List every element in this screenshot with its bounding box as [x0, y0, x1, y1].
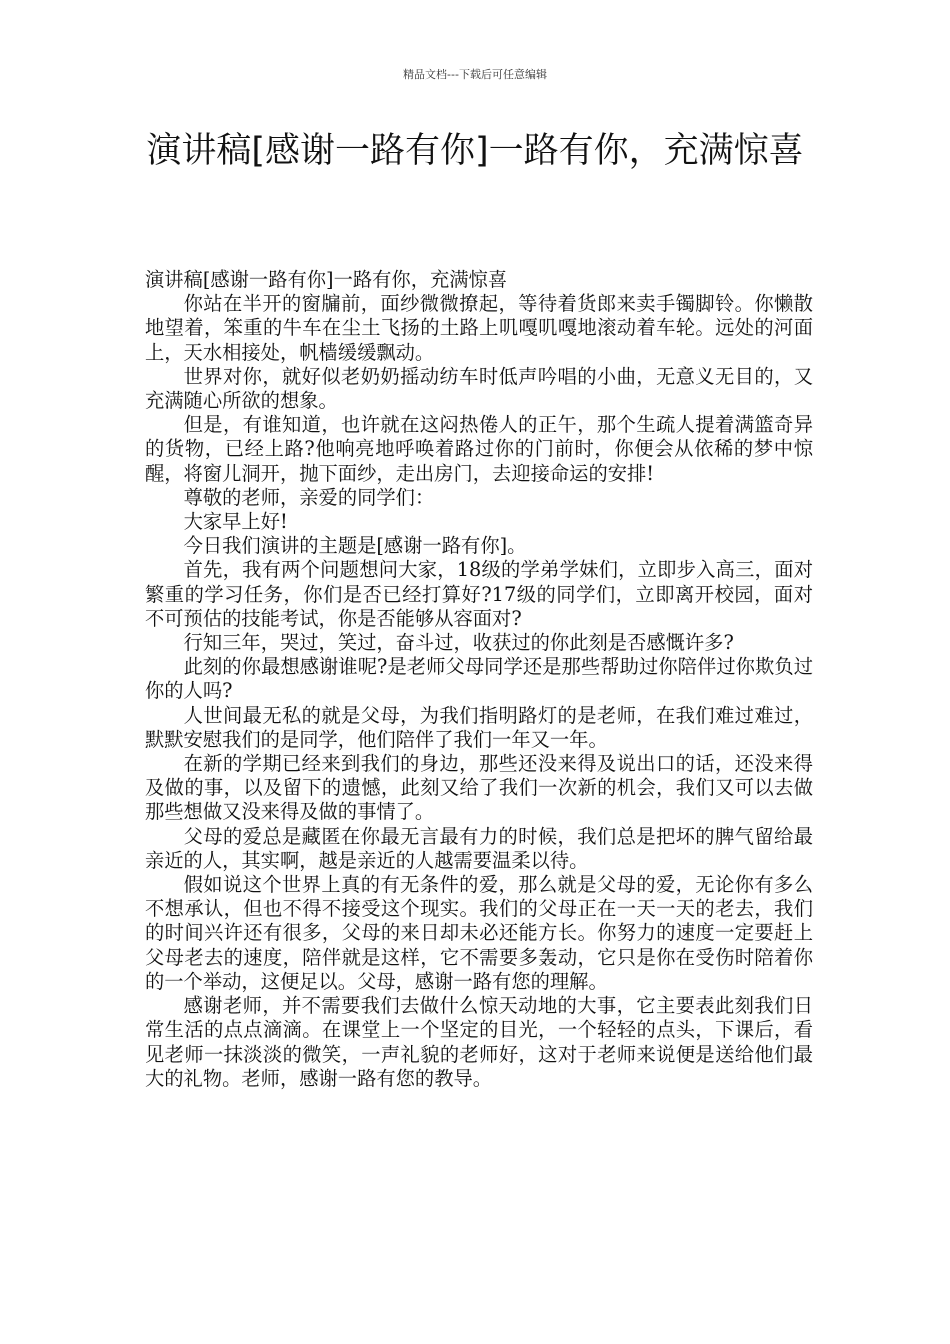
document-title: 演讲稿[感谢一路有你]一路有你，充满惊喜: [146, 131, 804, 171]
paragraph: 父母的爱总是藏匿在你最无言最有力的时候，我们总是把坏的脾气留给最亲近的人，其实啊，越是亲近的人越需要温柔以待。: [145, 824, 813, 872]
paragraph: 感谢老师，并不需要我们去做什么惊天动地的大事，它主要表此刻我们日常生活的点点滴滴。在课堂上一个坚定的目光，一个轻轻的点头，下课后，看见老师一抹淡淡的微笑，一声礼貌的老师好，这对于老师来说便是送给他们最大的礼物。老师，感谢一路有您的教导。: [145, 994, 813, 1090]
paragraph: 今日我们演讲的主题是[感谢一路有你]。: [183, 534, 527, 558]
paragraph: 首先，我有两个问题想问大家，18级的学弟学妹们，立即步入高三，面对繁重的学习任务，你们是否已经打算好?17级的同学们，立即离开校园，面对不可预估的技能考试，你是否能够从容面对?: [145, 558, 813, 630]
paragraph: 人世间最无私的就是父母，为我们指明路灯的是老师，在我们难过难过，默默安慰我们的是同学，他们陪伴了我们一年又一年。: [145, 703, 813, 751]
page-header-note: 精品文档---下载后可任意编辑: [403, 68, 547, 81]
paragraph: 在新的学期已经来到我们的身边，那些还没来得及说出口的话，还没来得及做的事，以及留下的遗憾，此刻又给了我们一次新的机会，我们又可以去做那些想做又没来得及做的事情了。: [145, 752, 813, 824]
document-body: [145, 268, 813, 1091]
paragraph-salutation: 尊敬的老师，亲爱的同学们：: [183, 485, 435, 509]
paragraph-greeting: 大家早上好!: [183, 510, 288, 534]
paragraph: 但是，有谁知道，也许就在这闷热倦人的正午，那个生疏人提着满篮奇异的货物，已经上路?他响亮地呼唤着路过你的门前时，你便会从依稀的梦中惊醒，将窗儿洞开，抛下面纱，走出房门，去迎接命运的安排!: [145, 413, 813, 485]
paragraph-subtitle: 演讲稿[感谢一路有你]一路有你，充满惊喜: [145, 268, 508, 291]
paragraph: 行知三年，哭过，笑过，奋斗过，收获过的你此刻是否感慨许多?: [183, 631, 734, 655]
paragraph: 你站在半开的窗牖前，面纱微微撩起，等待着货郎来卖手镯脚铃。你懒散地望着，笨重的牛车在尘土飞扬的土路上叽嘎叽嘎地滚动着车轮。远处的河面上，天水相接处，帆樯缓缓飘动。: [145, 292, 813, 364]
paragraph: 世界对你，就好似老奶奶摇动纺车时低声吟唱的小曲，无意义无目的，又充满随心所欲的想象。: [145, 364, 813, 413]
paragraph: 假如说这个世界上真的有无条件的爱，那么就是父母的爱，无论你有多么不想承认，但也不得不接受这个现实。我们的父母正在一天一天的老去，我们的时间兴许还有很多，父母的来日却未必还能方长。你努力的速度一定要赶上父母老去的速度，陪伴就是这样，它不需要多轰动，它只是你在受伤时陪着你的一个举动，这便足以。父母，感谢一路有您的理解。: [145, 873, 813, 993]
paragraph: 此刻的你最想感谢谁呢?是老师父母同学还是那些帮助过你陪伴过你欺负过你的人吗?: [145, 655, 813, 703]
